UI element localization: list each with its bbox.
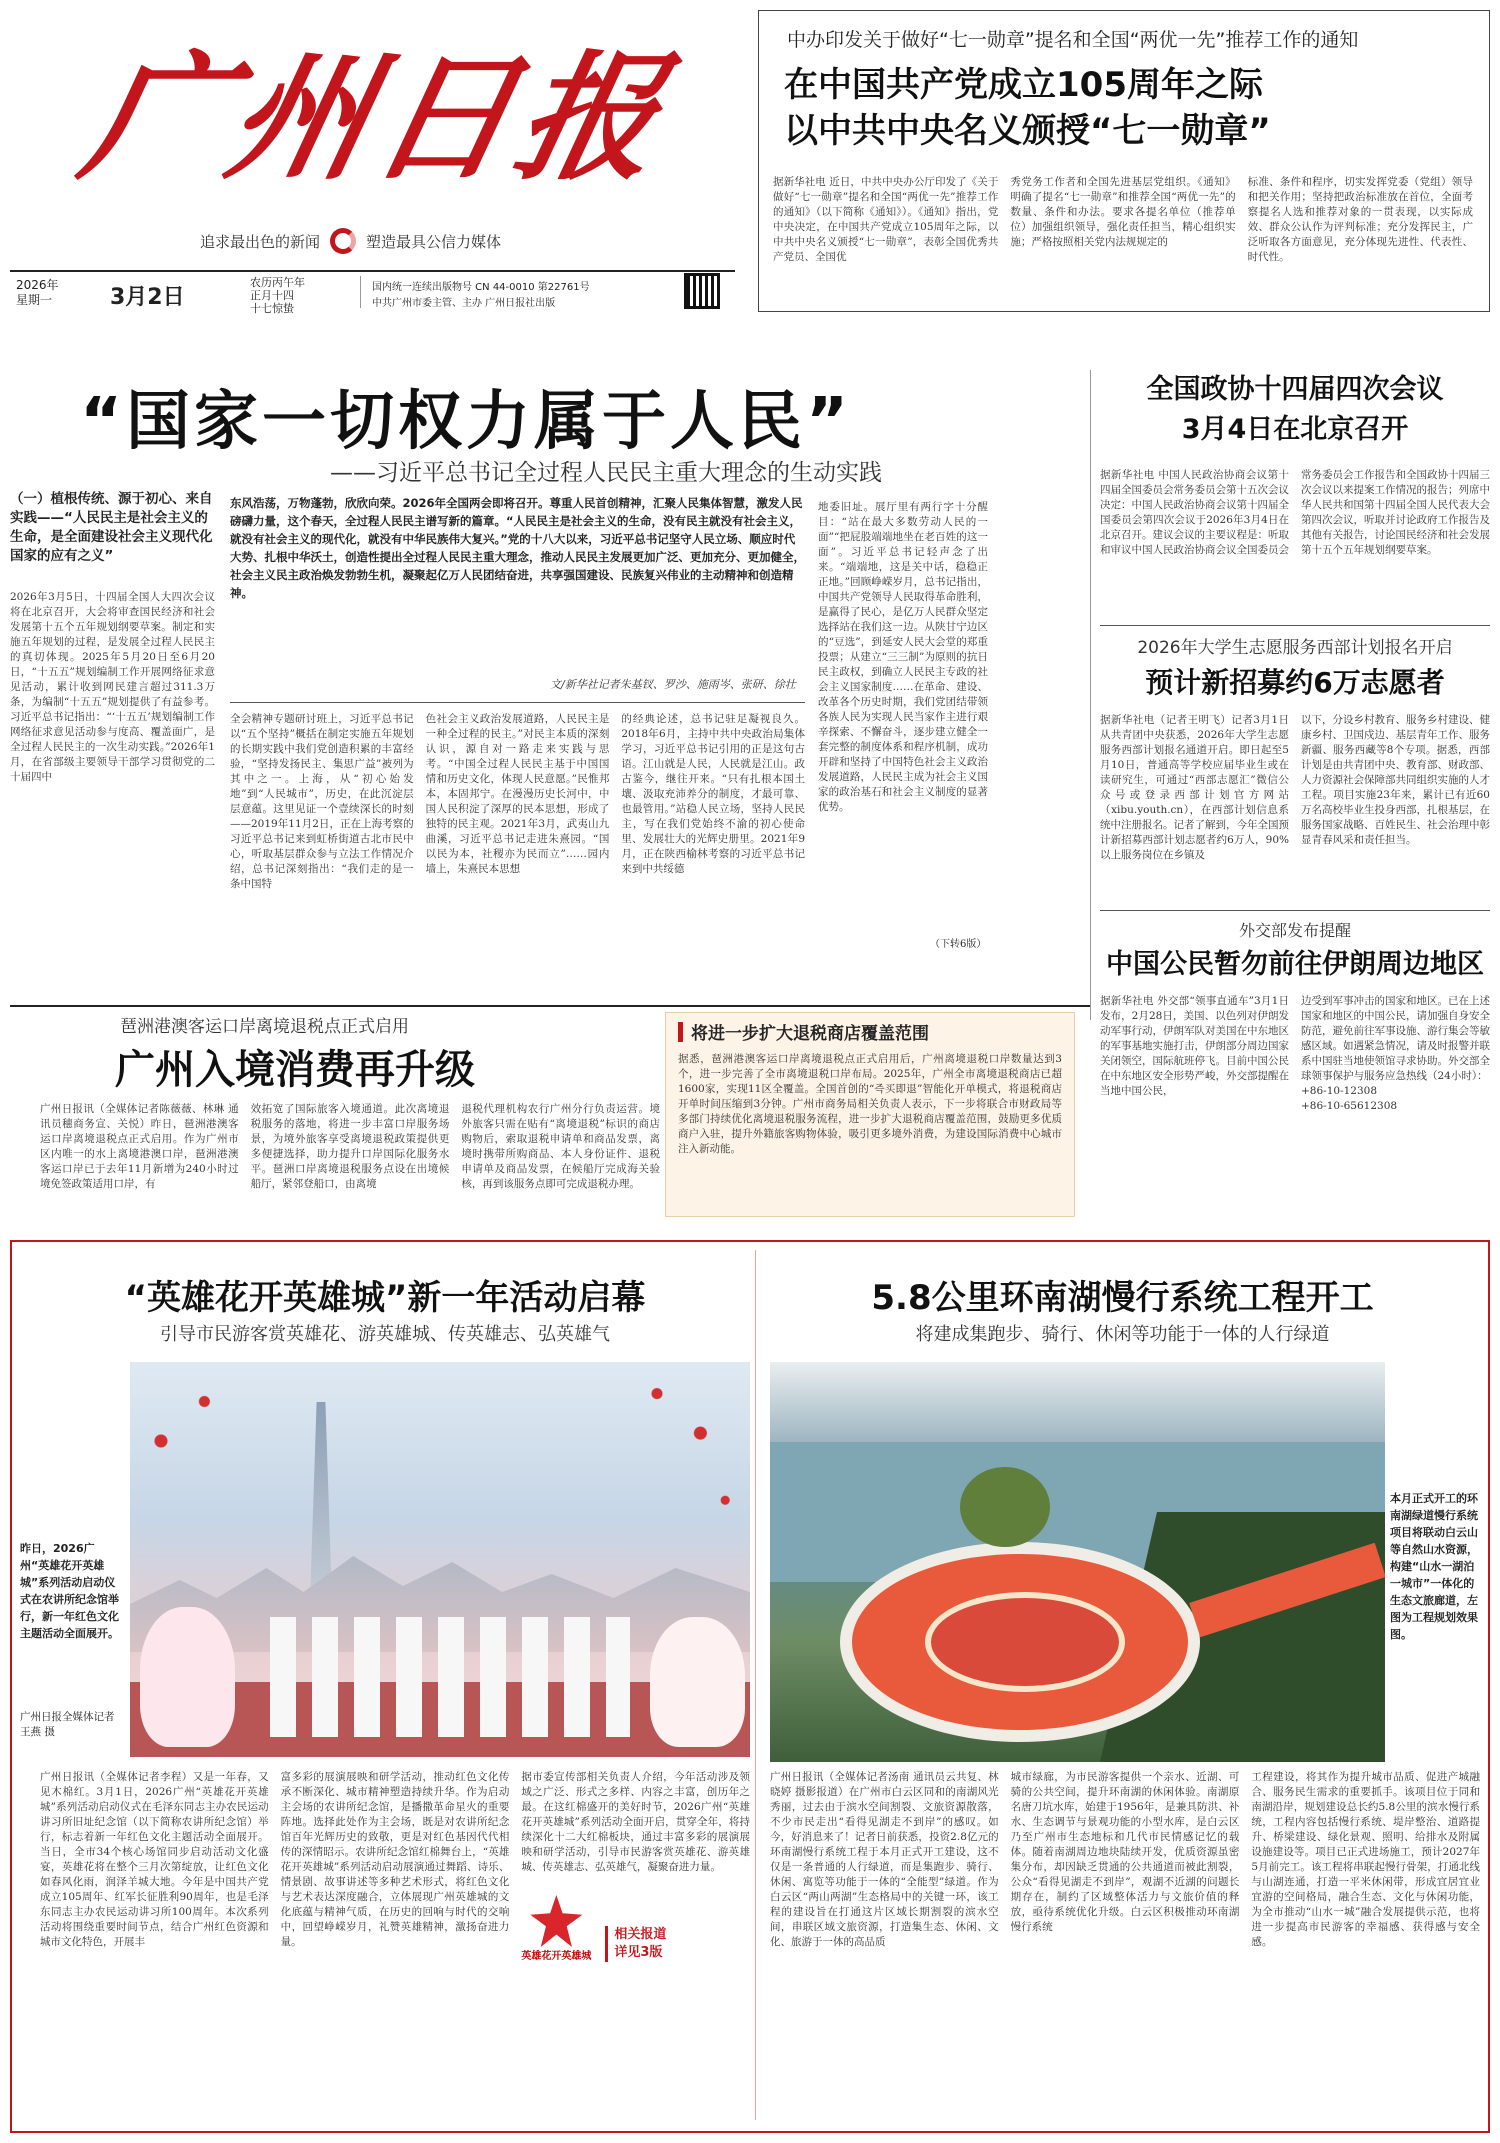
heroes-caption: 昨日，2026广州“英雄花开英雄城”系列活动启动仪式在农讲所纪念馆举行，新一年红色文化主题活动全面展开。 (20, 1542, 119, 1640)
iran-headline[interactable]: 中国公民暂勿前往伊朗周边地区 (1106, 949, 1484, 980)
top-story-kicker: 中办印发关于做好“七一勋章”提名和全国“两优一先”推荐工作的通知 (787, 29, 1359, 51)
volunteer-headline[interactable]: 预计新招募约6万志愿者 (1145, 666, 1445, 699)
kapok-flower-icon (530, 1895, 582, 1947)
heroes-article: “英雄花开英雄城”新一年活动启幕 引导市民游客赏英雄花、游英雄城、传英雄志、弘英雄气 昨日，2026广州“英雄花开英雄城”系列活动启动仪式在农讲所纪念馆举行，新一年红色文化主题活动全面展开。 广州日报全媒体记者王燕 摄 广州日报讯（全媒体记者李程）又是一年春，又见木棉红。3月1日，2026广州“英雄花开英雄城”系列活动启动仪式在毛泽东同志主办农民运动讲习所旧址纪念馆（以下简称农讲所纪念馆）举行，标志着新一年红色文化主题活动全面展开。当日，全市34个核心场馆同步启动活动文化盛宴，英雄花将在整个三月次第绽放，让红色文化如春风化雨，润泽羊城大地。今年是中国共产党成立105周年、红军长征胜利90周年，也是毛泽东同志主办农民运动讲习所100周年。本次系列活动将围绕重要时间节点，结合广州红色资源和城市文化特色，开展丰 富多彩的展演展映和研学活动，推动红色文化传承不断深化、城市精神塑造持续升华。作为启动主会场的农讲所纪念馆，是播撒革命星火的重要阵地。选择此处作为主会场，既是对农讲所纪念馆百年光辉历史的致敬，更是对红色基因代代相传的深情昭示。农讲所纪念馆红棉舞台上，“英雄花开英雄城”系列活动启动展演通过舞蹈、诗乐、情景剧、故事讲述等多种艺术形式，将红色文化与艺术表达深度融合，立体展现广州英雄城的文化底蕴与精神气质，在历史的回响与时代的交响中，回望峥嵘岁月，礼赞英雄精神，激扬奋进力量。 据市委宣传部相关负责人介绍，今年活动涉及领域之广泛、形式之多样、内容之丰富，创历年之最。在这红棉盛开的美好时节，2026广州“英雄花开英雄城”系列活动全面开启，贯穿全年，将持续深化十二大红棉板块，通过丰富多彩的展演展映和研学活动，引导市民游客赏英雄花、游英雄城、传英雄志、弘英雄气，凝聚奋进力量。 英雄花开英雄城 相关报道 详见3版 (20, 1250, 750, 2130)
mascot-right (650, 1617, 745, 1747)
mascot-left (140, 1607, 235, 1747)
top-story-box (758, 10, 1490, 312)
lunar-date: 农历丙午年 正月十四 十七惊蛰 (250, 276, 305, 315)
greenway-caption: 本月正式开工的环南湖绿道慢行系统项目将联动白云山等自然山水资源，构建“山水一湖泊一城市”一体化的生态文旅廊道，左图为工程规划效果图。 (1390, 1492, 1478, 1641)
masthead-rule (10, 270, 735, 272)
tax-box-title: 将进一步扩大退税商店覆盖范围 (678, 1019, 1062, 1044)
inner-plaza (925, 1592, 1125, 1692)
publication-info: 国内统一连续出版物号 CN 44-0010 第22761号 中共广州市委主管、主办 广州日报社出版 (372, 282, 590, 309)
top-story-headline-2[interactable]: 以中共中央名义颁授“七一勋章” (784, 111, 1271, 151)
volunteer-kicker: 2026年大学生志愿服务西部计划报名开启 (1137, 638, 1453, 658)
masthead (0, 0, 750, 315)
iran-kicker: 外交部发布提醒 (1238, 921, 1351, 940)
swirl-icon (330, 228, 356, 254)
iran-article: 外交部发布提醒 中国公民暂勿前往伊朗周边地区 据新华社电 外交部“领事直通车”3月1日发布，2月28日，美国、以色列对伊朗发动军事行动，伊朗军队对美国在中东地区的军事基地实施打击，伊朗部分周边国家关闭领空，国际航班停飞。目前中国公民在中东地区安全形势严峻，外交部提醒在当地中国公民， 边受到军事冲击的国家和地区。已在上述国家和地区的中国公民，请加强自身安全防范，避免前往军事设施、游行集会等敏感区域。如遇紧急情况，请及时报警并联系中国驻当地使领馆寻求协助。外交部全球领事保护与服务应急热线（24小时）： +86-10-12308 +86-10-65612308 (1100, 918, 1490, 1114)
tax-headline[interactable]: 广州入境消费再升级 (115, 1047, 475, 1093)
top-story-headline-1[interactable]: 在中国共产党成立105周年之际 (784, 65, 1263, 105)
cppcc-headline-2[interactable]: 3月4日在北京召开 (1181, 414, 1409, 445)
cppcc-article: 全国政协十四届四次会议 3月4日在北京召开 据新华社电 中国人民政治协商会议第十四届全国委员会常务委员会第十五次会议决定：中国人民政治协商会议第十四届全国委员会第四次会议于2026年3月4日在北京召开。建议会议的主要议程是：听取和审议中国人民政治协商会议全国委员会 常务委员会工作报告和全国政协十四届三次会议以来提案工作情况的报告；列席中华人民共和国第十四届全国人民代表大会第四次会议，听取并讨论政府工作报告及其他有关报告，讨论国民经济和社会发展第十五个五年规划纲要草案。 (1100, 370, 1490, 558)
tax-article: 琶洲港澳客运口岸离境退税点正式启用 广州入境消费再升级 广州日报讯（全媒体记者陈薇薇、林琳 通讯员穗商务宣、关悦）昨日，琶洲港澳客运口岸离境退税点正式启用。作为广州市区内唯一的水上离境港澳口岸，琶洲港澳客运口岸已于去年11月新增为240小时过境免签政策适用口岸，有 效拓宽了国际旅客入境通道。此次离境退税服务的落地，将进一步丰富口岸服务场景，为境外旅客享受离境退税政策提供更多便捷选择，助力提升口岸国际化服务水平。琶洲口岸离境退税服务点设在出境候船厅，紧邻登船口，由离境 退税代理机构农行广州分行负责运营。境外旅客只需在贴有“离境退税”标识的商店购物后，索取退税申请单和商品发票，离境时携带所购商品、本人身份证件、退税申请单及商品发票，在候船厅完成海关验核，再到该服务点即可完成退税办理。 将进一步扩大退税商店覆盖范围 据悉，琶洲港澳客运口岸离境退税点正式启用后，广州离境退税口岸数量达到3个，进一步完善了全市离境退税口岸布局。2025年，广州全市离境退税商店已超1600家，实现11区全覆盖。全国首创的“즉买即退”智能化开单模式，将退税商店开单时间压缩到3分钟。广州市商务局相关负责人表示，下一步将联合市财政局等多部门持续优化离境退税服务流程，进一步扩大退税商店覆盖范围，鼓励更多优质商户入驻，提升外籍旅客购物体验，吸引更多境外消费，为建设国际消费中心城市注入新动能。 (10, 1012, 1080, 1222)
lead-columns: 全会精神专题研讨班上，习近平总书记以“五个坚持”概括在制定实施五年规划的长期实践中我们党创造积累的丰富经验，“坚持发扬民主、集思广益”被列为其中之一。上海，从“初心始发地”到“人民城市”，历史，在此沉淀层层意蕴。这里见证一个壹续深长的时刻——2019年11月2日，正在上海考察的习近平总书记来到虹桥街道古北市民中心，听取基层群众参与立法工作情况介绍，总书记深刻指出：“我们走的是一条中国特 色社会主义政治发展道路，人民民主是一种全过程的民主。”对民主本质的深刻认识，源自对一路走来实践与思考。“中国全过程人民民主基于中国国情和历史文化，体现人民意愿。”民惟邦本，本固邦宁。在漫漫历史长河中，中国人民积淀了深厚的民本思想，形成了独特的民主观。2021年3月，武夷山九曲溪，习近平总书记走进朱熹园。“国以民为本，社稷亦为民而立”……园内墙上，朱熹民本思想 的经典论述，总书记驻足凝视良久。2018年6月，主持中共中央政治局集体学习，习近平总书记引用的正是这句古语。江山就是人民，人民就是江山。政古鉴今，继往开来。“只有扎根本国土壤、汲取充沛养分的制度，才最可靠、也最管用。”站稳人民立场，坚持人民民主，写在我们党始终不渝的初心使命里、发展壮大的光辉史册里。2021年9月，正在陕西榆林考察的习近平总书记来到中共绥德 (230, 713, 806, 890)
lead-section-title: （一）植根传统、源于初心、来自实践——“人民民主是社会主义的生命，是全面建设社会主义现代化国家的应有之义” (10, 491, 213, 564)
greenway-subhead: 将建成集跑步、骑行、休闲等功能于一体的人行绿道 (915, 1324, 1330, 1345)
tax-kicker: 琶洲港澳客运口岸离境退税点正式启用 (120, 1017, 409, 1037)
iran-phone-1: +86-10-12308 (1301, 1085, 1378, 1097)
heroes-headline[interactable]: “英雄花开英雄城”新一年活动启幕 (124, 1278, 646, 1318)
heroes-subhead: 引导市民游客赏英雄花、游英雄城、传英雄志、弘英雄气 (160, 1324, 610, 1345)
heroes-photo[interactable] (130, 1362, 750, 1757)
title-bar-icon (678, 1022, 683, 1042)
iran-phone-2: +86-10-65612308 (1301, 1100, 1398, 1112)
lead-author: 文/新华社记者朱基钗、罗沙、施雨岑、张研、徐壮 (550, 678, 796, 691)
performers (270, 1617, 630, 1737)
lead-article (10, 370, 1070, 965)
date-block: 2026年 星期一 (16, 278, 59, 307)
greenway-photo[interactable] (770, 1362, 1385, 1762)
slogan-2: 塑造最具公信力媒体 (366, 232, 502, 251)
top-story-body: 据新华社电 近日，中共中央办公厅印发了《关于做好“七一勋章”提名和全国“两优一先”推荐工作的通知》（以下简称《通知》）。《通知》指出，党中央决定，在中国共产党成立105周年之际，以中共中央名义颁授“七一勋章”，表彰全国优秀共产党员、全国优 秀党务工作者和全国先进基层党组织。《通知》明确了提名“七一勋章”和推荐全国“两优一先”的数量、条件和办法。要求各提名单位（推荐单位）加强组织领导，强化责任担当，精心组织实施；严格按照相关党内法规规定的 标准、条件和程序，切实发挥党委（党组）领导和把关作用；坚持把政治标准放在首位，全面考察提名人选和推荐对象的一贯表现，以实际成效、群众公认作为评判标准；充分发挥民主，广泛听取各方面意见，充分体现先进性、代表性、时代性。 (773, 176, 1473, 263)
newspaper-logo: 广州日报 (70, 36, 682, 199)
date-day: 3月2日 (110, 285, 185, 310)
greenway-article: 5.8公里环南湖慢行系统工程开工 将建成集跑步、骑行、休闲等功能于一体的人行绿道 本月正式开工的环南湖绿道慢行系统项目将联动白云山等自然山水资源，构建“山水一湖泊一城市”一体化的生态文旅廊道，左图为工程规划效果图。 广州日报讯（全媒体记者汤南 通讯员云共复、林晓婷 摄影报道）在广州市白云区同和的南湖风光秀丽，过去由于滨水空间割裂、文旅资源散落，不少市民走出“看得见湖走不到岸”的感叹。如今，好消息来了！记者日前获悉，投资2.8亿元的环南湖慢行系统工程于本月正式开工建设，这不仅是一条普通的人行绿道，而是集跑步、骑行、休闲、寓览等功能于一体的“全能型”绿道。作为白云区“两山两湖”生态格局中的关键一环，该工程的建设旨在打通这片区域长期割裂的滨水空间，串联区域文旅资源，打造集生态、休闲、文化、旅游于一体的高品质 城市绿廊，为市民游客提供一个亲水、近湖、可骑的公共空间，提升环南湖的休闲体验。南湖原名唐刀坑水库，始建于1956年，是兼具防洪、补水、生态调节与景观功能的小型水库，是白云区乃至广州市生态地标和几代市民情感记忆的载体。随着南湖周边地块陆续开发，优质资源虽密集分布，却因缺乏贯通的公共通道而被此割裂，公众“看得见湖走不到岸”，观湖不近湖的问题长期存在，制约了区域整体活力与文旅价值的释放，亟待系统优化升级。白云区积极推动环南湖慢行系统 工程建设，将其作为提升城市品质、促进产城融合、服务民生需求的重要抓手。该项目位于同和南湖沿岸，规划建设总长约5.8公里的滨水慢行系统，工程内容包括慢行系统、堤岸整治、道路提升、桥梁建设、绿化景观、照明、给排水及附属设施建设等。项目已正式进场施工，预计2027年5月前完工。该工程将串联起慢行骨架，打通北线与山湖连通，打造一平米休闲带，形成宜居宜业宜游的空间格局，融合生态、文化与休闲功能，为全市推动“山水一城”融合发展提供示范，也将进一步提高市民游客的幸福感、获得感与安全感。 (760, 1250, 1485, 2130)
masthead-slogan (200, 228, 501, 254)
lead-intro: 东风浩荡，万物蓬勃，欣欣向荣。2026年全国两会即将召开。尊重人民首创精神，汇聚人民集体智慧，激发人民磅礴力量，这个春天，全过程人民民主谱写新的篇章。“人民民主是社会主义的生命，没有民主就没有社会主义，就没有社会主义的现代化，就没有中华民族伟大复兴。”党的十八大以来，习近平总书记坚守人民立场、顺应时代大势、扎根中华沃土，创造性提出全过程人民民主重大理念，推动人民民主发展更加广泛、更加充分、更加健全，社会主义民主政治焕发勃勃生机，凝聚起亿万人民团结奋进，共享强国建设、民族复兴伟业的主动精神和创造精神。 (230, 496, 805, 600)
tax-sidebar-box (665, 1012, 1075, 1217)
tree-canopy (960, 1467, 1050, 1547)
cppcc-headline-1[interactable]: 全国政协十四届四次会议 (1146, 374, 1444, 405)
heroes-logo: 英雄花开英雄城 (521, 1895, 591, 1962)
volunteer-article: 2026年大学生志愿服务西部计划报名开启 预计新招募约6万志愿者 据新华社电（记者王明飞）记者3月1日从共青团中央获悉，2026年大学生志愿服务西部计划报名通道开启。即日起至5月10日，普通高等学校应届毕业生或在读研究生，可通过“西部志愿汇”微信公众号或登录西部计划官方网站（xibu.youth.cn），在西部计划信息系统中注册报名。记者了解到，今年全国预计新招募西部计划志愿者约6万人，90%以上服务岗位在乡镇及 以下，分设乡村教育、服务乡村建设、健康乡村、卫国戍边、基层青年工作、服务新疆、服务西藏等8个专项。据悉，西部计划是由共青团中央、教育部、财政部、人力资源社会保障部共同组织实施的人才工程。项目实施23年来，累计已有近60万名高校毕业生投身西部，扎根基层，在服务国家战略、百姓民生、社会治理中彰显青春风采和责任担当。 (1100, 635, 1490, 863)
lead-col5: 地委旧址。展厅里有两行字十分醒目：“站在最大多数劳动人民的一面”“把屁股端端地坐在老百姓的这一面”。习近平总书记轻声念了出来。“端端地，这是关中话，稳稳正正地。”回顾峥嵘岁月，总书记指出，中国共产党领导人民取得革命胜利，是赢得了民心，是亿万人民群众坚定选择站在我们这一边。从陕甘宁边区的“豆选”，到延安人民大会堂的郑重投票；从建立“三三制”为原则的抗日民主政权，到确立人民民主专政的社会主义国家制度……在革命、建设、改革各个历史时期，我们党团结带领各族人民为实现人民当家作主进行艰辛探索、不懈奋斗，逐步建立健全一套完整的制度体系和程序机制，成功开辟和坚持了中国特色社会主义政治发展道路，人民民主成为社会主义国家的政治基石和社会主义制度的显著优势。 (818, 501, 988, 813)
tax-box-text: 据悉，琶洲港澳客运口岸离境退税点正式启用后，广州离境退税口岸数量达到3个，进一步完善了全市离境退税口岸布局。2025年，广州全市离境退税商店已超1600家，实现11区全覆盖。全国首创的“즉买即退”智能化开单模式，将退税商店开单时间压缩到3分钟。广州市商务局相关负责人表示，下一步将联合市财政局等多部门持续优化离境退税服务流程，进一步扩大退税商店覆盖范围，鼓励更多优质商户入驻，提升外籍旅客购物体验，吸引更多境外消费，为建设国际消费中心城市注入新动能。 (678, 1053, 1062, 1155)
heroes-photo-credit: 广州日报全媒体记者王燕 摄 (20, 1711, 115, 1738)
slogan-1: 追求最出色的新闻 (200, 232, 321, 251)
lead-continued[interactable]: （下转6版） (930, 939, 987, 950)
lead-headline[interactable]: “国家一切权力属于人民” (80, 385, 853, 459)
greenway-headline[interactable]: 5.8公里环南湖慢行系统工程开工 (871, 1278, 1374, 1318)
lead-col1: 2026年3月5日，十四届全国人大四次会议将在北京召开，大会将审查国民经济和社会发展第十五个五年规划纲要草案。制定和实施五年规划的过程，是发展全过程人民民主的真切体现。2025年5月20日至6月20日，“十五五”规划编制工作开展网络征求意见活动，累计收到网民建言超过311.3万条，为编制“十五五”规划提供了有益参考。习近平总书记指出：“‘十五五’规划编制工作网络征求意见活动参与度高、覆盖面广，是全过程人民民主的一次生动实践。”2026年1月，在省部级主要领导干部学习贯彻党的二十届四中 (10, 591, 215, 783)
related-reports[interactable]: 相关报道 详见3版 (605, 1926, 666, 1962)
lead-subhead: ——习近平总书记全过程人民民主重大理念的生动实践 (330, 460, 882, 486)
qr-code-icon[interactable] (684, 273, 720, 309)
